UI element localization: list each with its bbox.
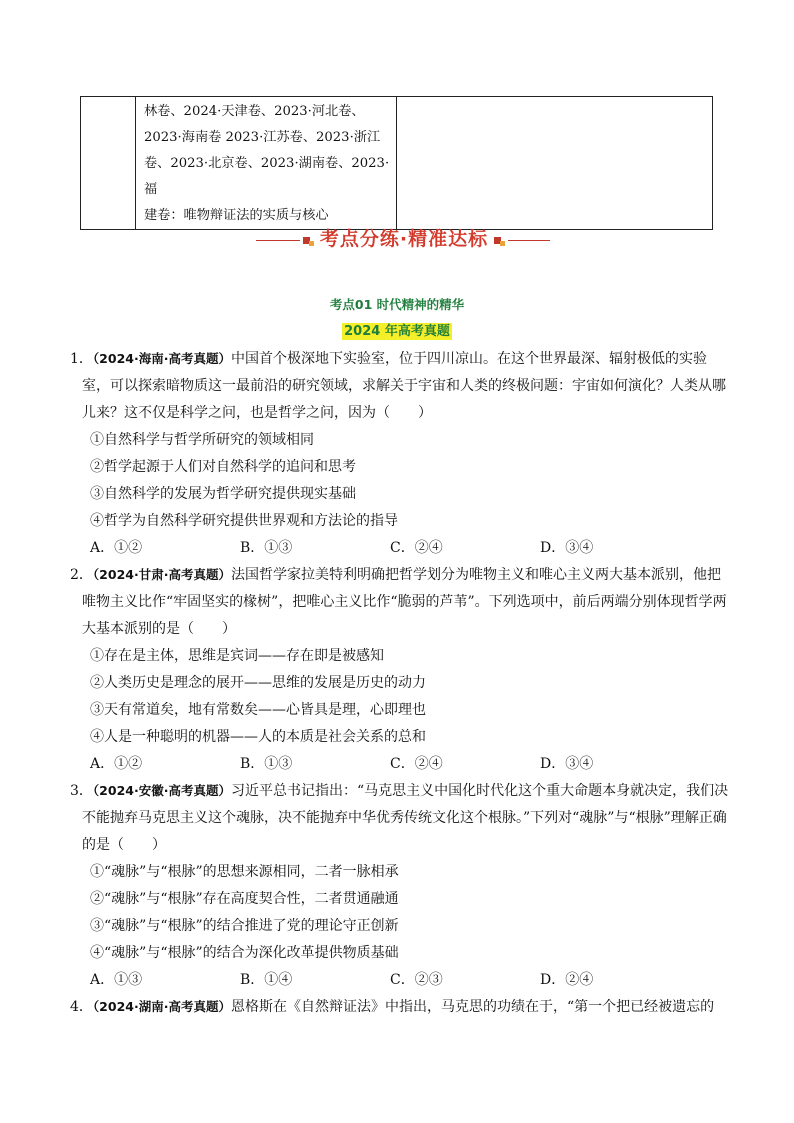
answer-choices bbox=[70, 967, 730, 993]
banner-square-icon bbox=[309, 241, 314, 246]
answer-choice: D．③④ bbox=[540, 756, 594, 772]
question-statement: ②“魂脉”与“根脉”存在高度契合性，二者贯通融通 bbox=[90, 891, 399, 907]
highlighted-subtitle: 2024 年高考真题 bbox=[344, 324, 450, 339]
question-source: （2024·湖南·高考真题） bbox=[92, 999, 231, 1014]
answer-choice: D．②④ bbox=[540, 972, 594, 988]
answer-choices bbox=[70, 535, 730, 561]
question-source: （2024·甘肃·高考真题） bbox=[92, 567, 231, 582]
question-stem bbox=[70, 561, 730, 643]
question-statement: ③自然科学的发展为哲学研究提供现实基础 bbox=[90, 486, 356, 502]
answer-choice: A．①② bbox=[90, 540, 143, 556]
question-text: 恩格斯在《自然辩证法》中指出，马克思的功绩在于，“第一个把已经被遗忘的 bbox=[230, 999, 715, 1015]
banner-square-icon bbox=[500, 241, 505, 246]
banner-title: 考点分练·精准达标 bbox=[319, 228, 489, 250]
banner-rule-right bbox=[508, 240, 550, 241]
question-statement: ②哲学起源于人们对自然科学的追问和思考 bbox=[90, 459, 356, 475]
question-text: 习近平总书记指出：“马克思主义中国化时代化这个重大命题本身就决定，我们决不能抛弃马克思主义这个魂脉，决不能抛弃中华优秀传统文化这个根脉。”下列对“魂脉”与“根脉”理解正确的是（ ） bbox=[82, 783, 729, 853]
question-statement: ①自然科学与哲学所研究的领域相同 bbox=[90, 432, 314, 448]
question-statement: ④人是一种聪明的机器——人的本质是社会关系的总和 bbox=[90, 729, 426, 745]
section-subtitle bbox=[0, 320, 794, 339]
question-source: （2024·安徽·高考真题） bbox=[92, 783, 231, 798]
question-item bbox=[70, 345, 730, 561]
table-cell-empty bbox=[81, 97, 136, 230]
question-statement: ④“魂脉”与“根脉”的结合为深化改革提供物质基础 bbox=[90, 945, 399, 961]
table-line: 建卷：唯物辩证法的实质与核心 bbox=[144, 208, 329, 223]
question-list bbox=[70, 345, 730, 1021]
table-cell-blank bbox=[397, 97, 713, 230]
table-line: 林卷、2024·天津卷、2023·河北卷、 bbox=[144, 104, 365, 119]
question-text: 中国首个极深地下实验室，位于四川凉山。在这个世界最深、辐射极低的实验室，可以探索暗物质这一最前沿的研究领域，求解关于宇宙和人类的终极问题：宇宙如何演化？人类从哪儿来？这不仅是科学之问，也是哲学之问，因为（ ） bbox=[82, 351, 726, 421]
question-statement: ③天有常道矣，地有常数矣——心皆具是理，心即理也 bbox=[90, 702, 426, 718]
question-number: 3． bbox=[70, 783, 93, 799]
question-statement: ②人类历史是理念的展开——思维的发展是历史的动力 bbox=[90, 675, 426, 691]
answer-choice: A．①③ bbox=[90, 972, 143, 988]
question-number: 4． bbox=[70, 999, 93, 1015]
question-stem bbox=[70, 777, 730, 859]
table-line: 卷、2023·北京卷、2023·湖南卷、2023·福 bbox=[144, 156, 390, 197]
answer-choice: B．①③ bbox=[240, 756, 293, 772]
question-statement: ④哲学为自然科学研究提供世界观和方法论的指导 bbox=[90, 513, 398, 529]
table-line: 2023·海南卷 2023·江苏卷、2023·浙江 bbox=[144, 130, 381, 145]
question-statement: ①“魂脉”与“根脉”的思想来源相同，二者一脉相承 bbox=[90, 864, 399, 880]
answer-choice: C．②④ bbox=[390, 540, 443, 556]
answer-choice: C．②④ bbox=[390, 756, 443, 772]
answer-choice: D．③④ bbox=[540, 540, 594, 556]
question-number: 2． bbox=[70, 567, 93, 583]
answer-choices bbox=[70, 751, 730, 777]
table-cell-sources bbox=[136, 97, 397, 230]
previous-page-table bbox=[80, 96, 713, 230]
section-banner bbox=[250, 225, 550, 255]
answer-choice: B．①③ bbox=[240, 540, 293, 556]
banner-rule-left bbox=[256, 240, 300, 241]
question-source: （2024·海南·高考真题） bbox=[92, 351, 231, 366]
question-text: 法国哲学家拉美特利明确把哲学划分为唯物主义和唯心主义两大基本派别，他把唯物主义比作“牢固坚实的椽树”，把唯心主义比作“脆弱的芦苇”。下列选项中，前后两端分别体现哲学两大基本派别的是（ ） bbox=[82, 567, 727, 637]
section-title: 考点01 时代精神的精华 bbox=[329, 297, 465, 312]
question-statement: ③“魂脉”与“根脉”的结合推进了党的理论守正创新 bbox=[90, 918, 399, 934]
question-item bbox=[70, 561, 730, 777]
question-stem bbox=[70, 345, 730, 427]
answer-choice: B．①④ bbox=[240, 972, 293, 988]
question-stem bbox=[70, 993, 730, 1021]
answer-choice: A．①② bbox=[90, 756, 143, 772]
question-number: 1． bbox=[70, 351, 93, 367]
answer-choice: C．②③ bbox=[390, 972, 443, 988]
question-statement: ①存在是主体，思维是宾词——存在即是被感知 bbox=[90, 648, 384, 664]
question-item bbox=[70, 777, 730, 993]
question-item bbox=[70, 993, 730, 1021]
